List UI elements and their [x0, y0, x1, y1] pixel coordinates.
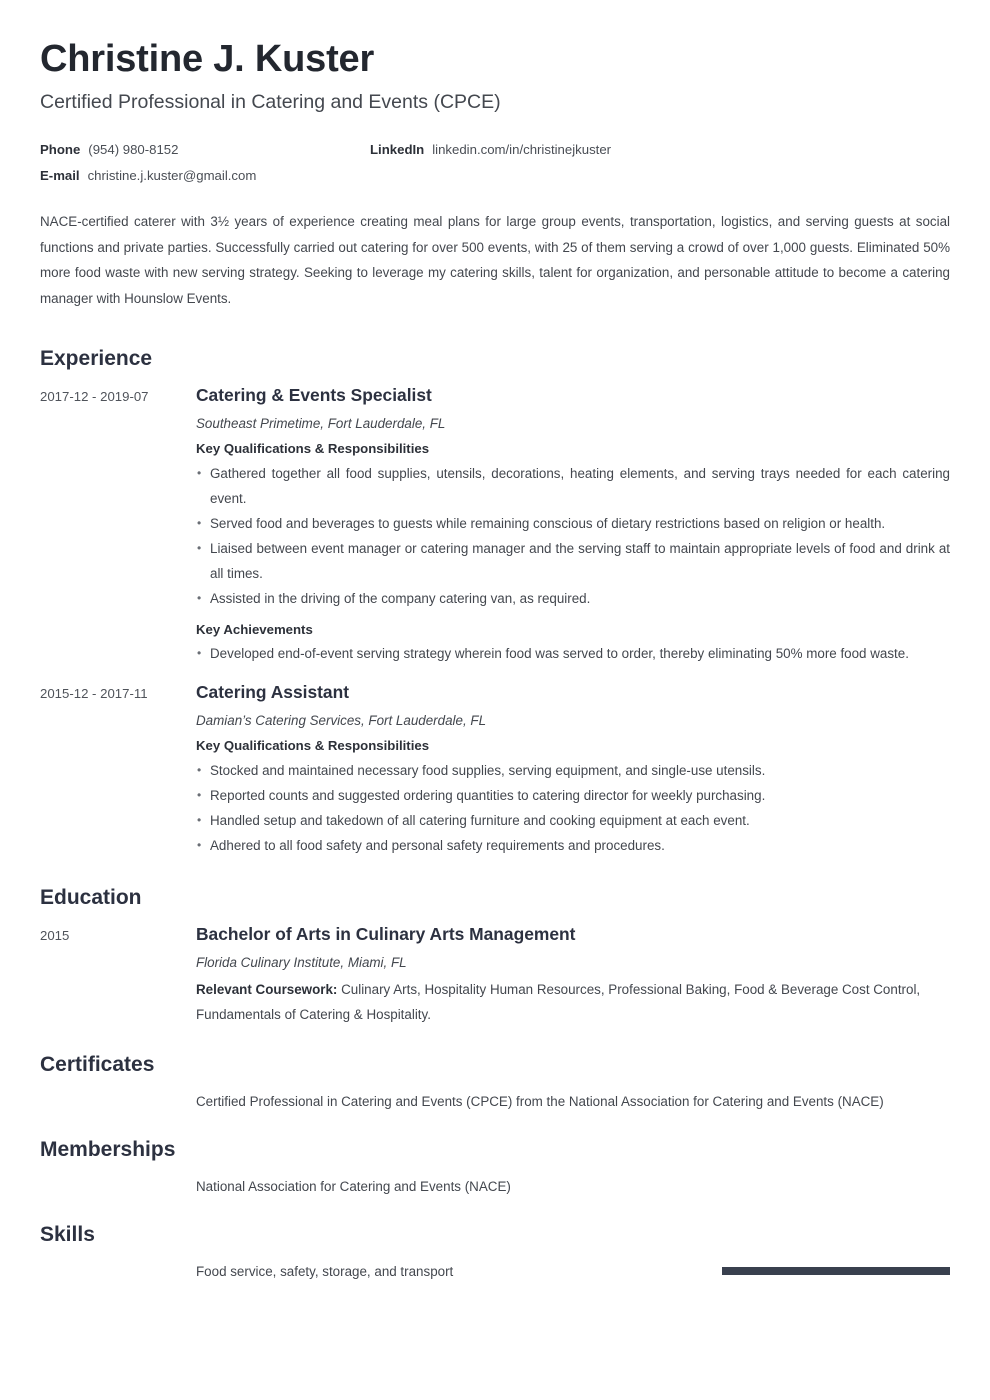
skill-entry — [40, 1261, 950, 1282]
contact-linkedin — [370, 142, 611, 157]
experience-company: Southeast Primetime, Fort Lauderdale, FL — [196, 415, 446, 431]
contact-block — [40, 142, 950, 183]
contact-phone — [40, 142, 370, 157]
education-details — [196, 923, 950, 1028]
coursework-value: Culinary Arts, Hospitality Human Resources, Professional Baking, Food & Beverage Cost Control, Fundamentals of Catering & Hospitality. — [196, 982, 921, 1023]
membership-date-spacer — [40, 1175, 196, 1178]
contact-row-1 — [40, 142, 950, 157]
email-value[interactable]: christine.j.kuster@gmail.com — [87, 167, 257, 183]
section-heading-skills: Skills — [40, 1223, 95, 1247]
list-item: • Liaised between event manager or catering manager and the serving staff to maintain appropriate levels of food and drink at all times. — [196, 537, 950, 587]
skill-label: Food service, safety, storage, and transport — [196, 1263, 454, 1279]
certificate-text: Certified Professional in Catering and Events (CPCE) from the National Association for Catering and Events (NACE) — [196, 1094, 884, 1110]
experience-details — [196, 681, 950, 859]
skill-details — [196, 1261, 950, 1282]
experience-qualifications-label: Key Qualifications & Responsibilities — [196, 441, 430, 457]
linkedin-value[interactable]: linkedin.com/in/christinejkuster — [432, 141, 612, 157]
list-item: • Developed end-of-event serving strategy wherein food was served to order, thereby eliminating 50% more food waste. — [196, 642, 950, 667]
experience-qualifications-list — [196, 759, 950, 859]
section-heading-certificates: Certificates — [40, 1052, 155, 1076]
experience-qualifications-list — [196, 462, 950, 612]
list-item: • Served food and beverages to guests while remaining conscious of dietary restrictions based on religion or health. — [196, 512, 950, 537]
membership-entry — [40, 1175, 950, 1200]
experience-job-title: Catering & Events Specialist — [196, 385, 432, 406]
membership-text: National Association for Catering and Events (NACE) — [196, 1179, 511, 1195]
list-item: • Adhered to all food safety and personal safety requirements and procedures. — [196, 834, 950, 859]
experience-date: 2017-12 - 2019-07 — [40, 389, 149, 405]
professional-title: Certified Professional in Catering and Events (CPCE) — [40, 90, 501, 113]
list-item: • Gathered together all food supplies, utensils, decorations, heating elements, and serving trays needed for each catering event. — [196, 462, 950, 512]
section-heading-experience: Experience — [40, 346, 153, 370]
membership-details — [196, 1175, 950, 1200]
section-skills — [40, 1222, 950, 1282]
skill-row — [196, 1261, 950, 1282]
education-date: 2015 — [40, 928, 70, 944]
education-degree: Bachelor of Arts in Culinary Arts Management — [196, 924, 576, 945]
experience-company: Damian’s Catering Services, Fort Lauderdale, FL — [196, 712, 487, 728]
section-memberships — [40, 1137, 950, 1200]
experience-date: 2015-12 - 2017-11 — [40, 686, 148, 702]
experience-achievements-list — [196, 642, 950, 667]
certificate-entry — [40, 1090, 950, 1115]
contact-row-2 — [40, 168, 950, 183]
skill-date-spacer — [40, 1261, 196, 1264]
list-item: • Stocked and maintained necessary food supplies, serving equipment, and single-use utensils. — [196, 759, 950, 784]
experience-achievements-label: Key Achievements — [196, 621, 313, 637]
page-title: Christine J. Kuster — [40, 38, 375, 80]
education-entry — [40, 923, 950, 1028]
phone-label: Phone — [40, 141, 81, 157]
certificate-date-spacer — [40, 1090, 196, 1093]
section-experience — [40, 346, 950, 859]
section-certificates — [40, 1052, 950, 1115]
skill-bar-fill — [722, 1267, 950, 1275]
email-label: E-mail — [40, 167, 80, 183]
list-item: • Reported counts and suggested ordering quantities to catering director for weekly purchasing. — [196, 784, 950, 809]
experience-entry — [40, 681, 950, 859]
coursework-label: Relevant Coursework: — [196, 982, 338, 998]
experience-job-title: Catering Assistant — [196, 682, 350, 703]
linkedin-label: LinkedIn — [370, 141, 425, 157]
professional-summary: NACE-certified caterer with 3½ years of experience creating meal plans for large group events, transportation, logistics, and serving guests at social functions and private parties. Successfully carried out catering for over 500 events, with 25 of them serving a crowd of over 1,000 guests. Eliminated 50% more food waste with new serving strategy. Seeking to leverage my catering skills, talent for organization, and personable attitude to become a catering manager with Hounslow Events. — [40, 213, 950, 307]
experience-entry — [40, 384, 950, 667]
phone-value[interactable]: (954) 980-8152 — [88, 141, 179, 157]
section-heading-memberships: Memberships — [40, 1138, 176, 1162]
list-item: • Handled setup and takedown of all catering furniture and cooking equipment at each event. — [196, 809, 950, 834]
list-item: • Assisted in the driving of the company catering van, as required. — [196, 587, 950, 612]
education-school: Florida Culinary Institute, Miami, FL — [196, 954, 407, 970]
experience-qualifications-label: Key Qualifications & Responsibilities — [196, 738, 430, 754]
skill-bar-container — [453, 1267, 950, 1275]
experience-details — [196, 384, 950, 667]
certificate-details — [196, 1090, 950, 1115]
section-heading-education: Education — [40, 885, 142, 909]
section-education — [40, 885, 950, 1028]
skill-bar-track — [722, 1267, 950, 1275]
education-coursework — [196, 978, 950, 1028]
contact-email — [40, 168, 370, 183]
